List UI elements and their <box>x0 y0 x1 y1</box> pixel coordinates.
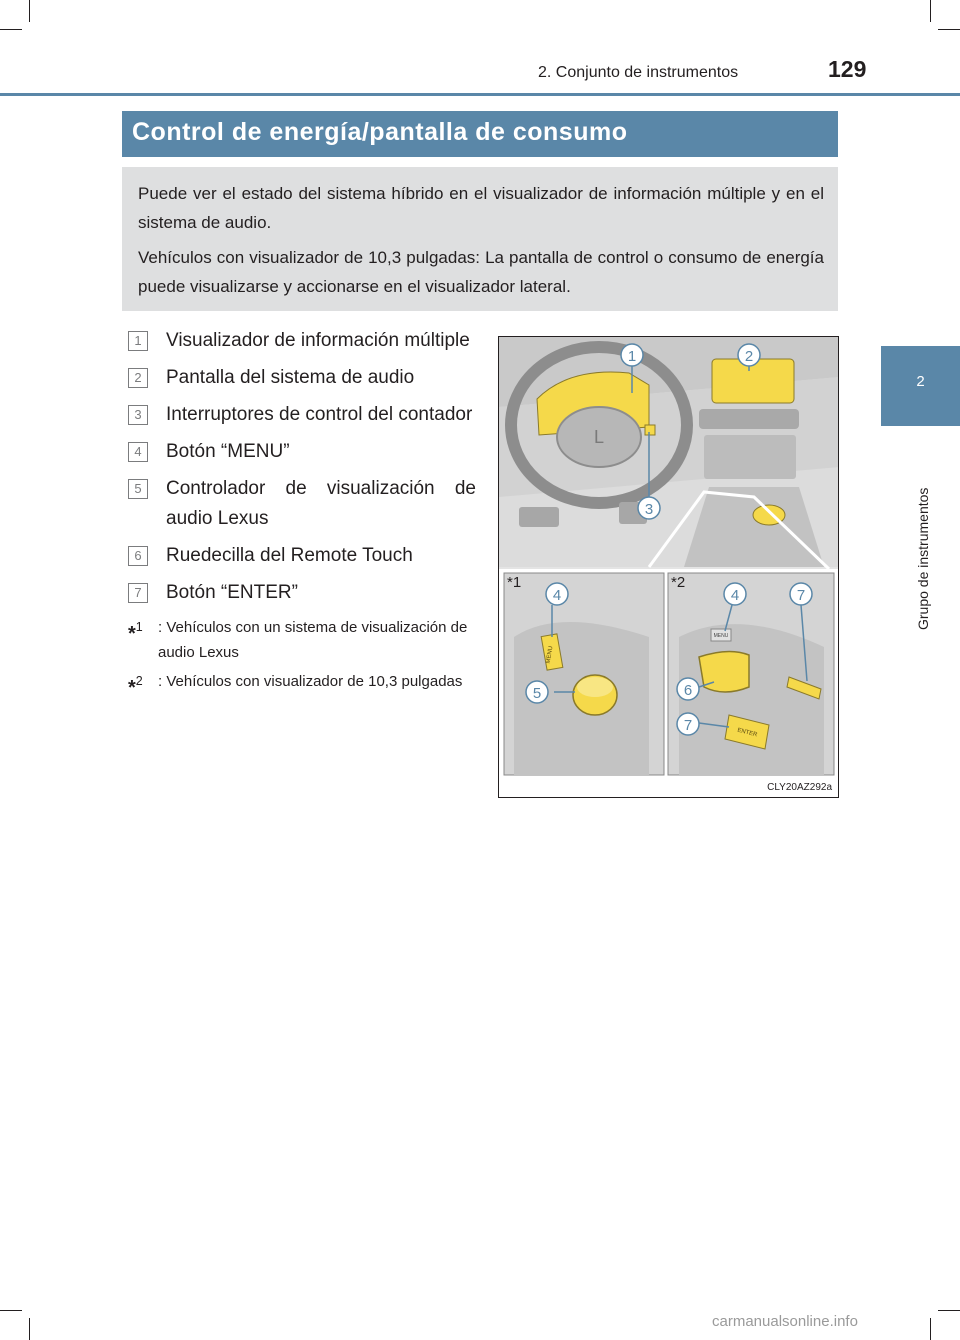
inset-label: *2 <box>671 574 686 591</box>
legend-text: Pantalla del sistema de audio <box>166 367 415 388</box>
callout-marker <box>526 681 548 703</box>
menu-button-label: MENU <box>713 633 729 639</box>
page-title: Control de energía/pantalla de consumo <box>122 111 838 157</box>
legend-number: 7 <box>128 583 148 603</box>
callout-number: 4 <box>730 587 740 604</box>
legend-number: 4 <box>128 442 148 462</box>
legend-text: Visualizador de información múltiple <box>166 330 470 351</box>
remote-touch-pad-highlight <box>699 651 749 692</box>
legend-list <box>128 326 476 699</box>
legend-item <box>128 437 476 467</box>
callout-number: 4 <box>552 587 562 604</box>
callout-number: 6 <box>683 682 693 699</box>
crop-mark <box>29 0 30 22</box>
crop-mark <box>29 1318 30 1340</box>
callout-number: 7 <box>683 717 693 734</box>
intro-paragraph: Vehículos con visualizador de 10,3 pulgadas: La pantalla de control o consumo de energía puede visualizarse y accionarse en el visualizador lateral. <box>138 248 824 296</box>
legend-number: 2 <box>128 368 148 388</box>
pedal <box>519 507 559 527</box>
page-number: 129 <box>828 56 867 82</box>
figure-code: CLY20AZ292a <box>767 782 832 793</box>
legend-text: Controlador de visualización de audio Lexus <box>166 478 476 529</box>
chapter-tab: 2 <box>881 346 960 426</box>
legend-item <box>128 326 476 356</box>
footnote-text: : Vehículos con un sistema de visualización de audio Lexus <box>158 619 468 661</box>
footnote-text: : Vehículos con visualizador de 10,3 pulgadas <box>158 673 463 690</box>
crop-mark <box>930 0 931 22</box>
callout-number: 1 <box>627 348 637 365</box>
callout-marker <box>677 713 699 735</box>
crop-mark <box>938 1310 960 1311</box>
climate-panel <box>704 435 796 479</box>
legend-number: 6 <box>128 546 148 566</box>
callout-marker <box>790 583 812 605</box>
menu-button-label: MENU <box>545 645 555 665</box>
footnote-mark: *$^2$ <box>128 674 143 699</box>
callout-marker <box>677 678 699 700</box>
center-vents <box>699 409 799 429</box>
chapter-tab-label: Grupo de instrumentos <box>915 487 931 630</box>
cockpit-drawing <box>499 337 839 798</box>
cockpit-illustration <box>498 336 839 798</box>
inset-label: *1 <box>507 574 522 591</box>
lexus-logo: L <box>593 427 605 447</box>
legend-number: 3 <box>128 405 148 425</box>
enter-button-label: ENTER <box>736 727 758 739</box>
crop-mark <box>0 29 22 30</box>
meter-switch-highlight <box>645 425 655 435</box>
legend-item <box>128 400 476 430</box>
legend-item <box>128 474 476 534</box>
legend-number: 5 <box>128 479 148 499</box>
header-rule <box>0 93 960 96</box>
callout-marker <box>738 344 760 366</box>
knob-top <box>577 677 613 697</box>
legend-text: Ruedecilla del Remote Touch <box>166 545 413 566</box>
header-section-title: 2. Conjunto de instrumentos <box>538 64 739 81</box>
callout-number: 5 <box>532 685 542 702</box>
callout-marker <box>621 344 643 366</box>
crop-mark <box>0 1310 22 1311</box>
legend-item <box>128 363 476 393</box>
legend-number: 1 <box>128 331 148 351</box>
intro-box <box>122 167 838 311</box>
intro-paragraph: Puede ver el estado del sistema híbrido en el visualizador de información múltiple y en el sistema de audio. <box>138 184 824 232</box>
legend-text: Interruptores de control del contador <box>166 404 473 425</box>
legend-item <box>128 578 476 608</box>
footnote <box>128 669 476 699</box>
legend-text: Botón “ENTER” <box>166 582 298 603</box>
callout-marker <box>546 583 568 605</box>
footnote-mark: *$^1$ <box>128 620 143 645</box>
callout-marker <box>638 497 660 519</box>
footnote <box>128 615 476 665</box>
inset2-console <box>679 624 824 775</box>
callout-number: 3 <box>644 501 654 518</box>
legend-item <box>128 541 476 571</box>
watermark: carmanualsonline.info <box>712 1313 858 1330</box>
crop-mark <box>938 29 960 30</box>
callout-number: 2 <box>744 348 754 365</box>
callout-number: 7 <box>796 587 806 604</box>
crop-mark <box>930 1318 931 1340</box>
legend-text: Botón “MENU” <box>166 441 290 462</box>
callout-marker <box>724 583 746 605</box>
